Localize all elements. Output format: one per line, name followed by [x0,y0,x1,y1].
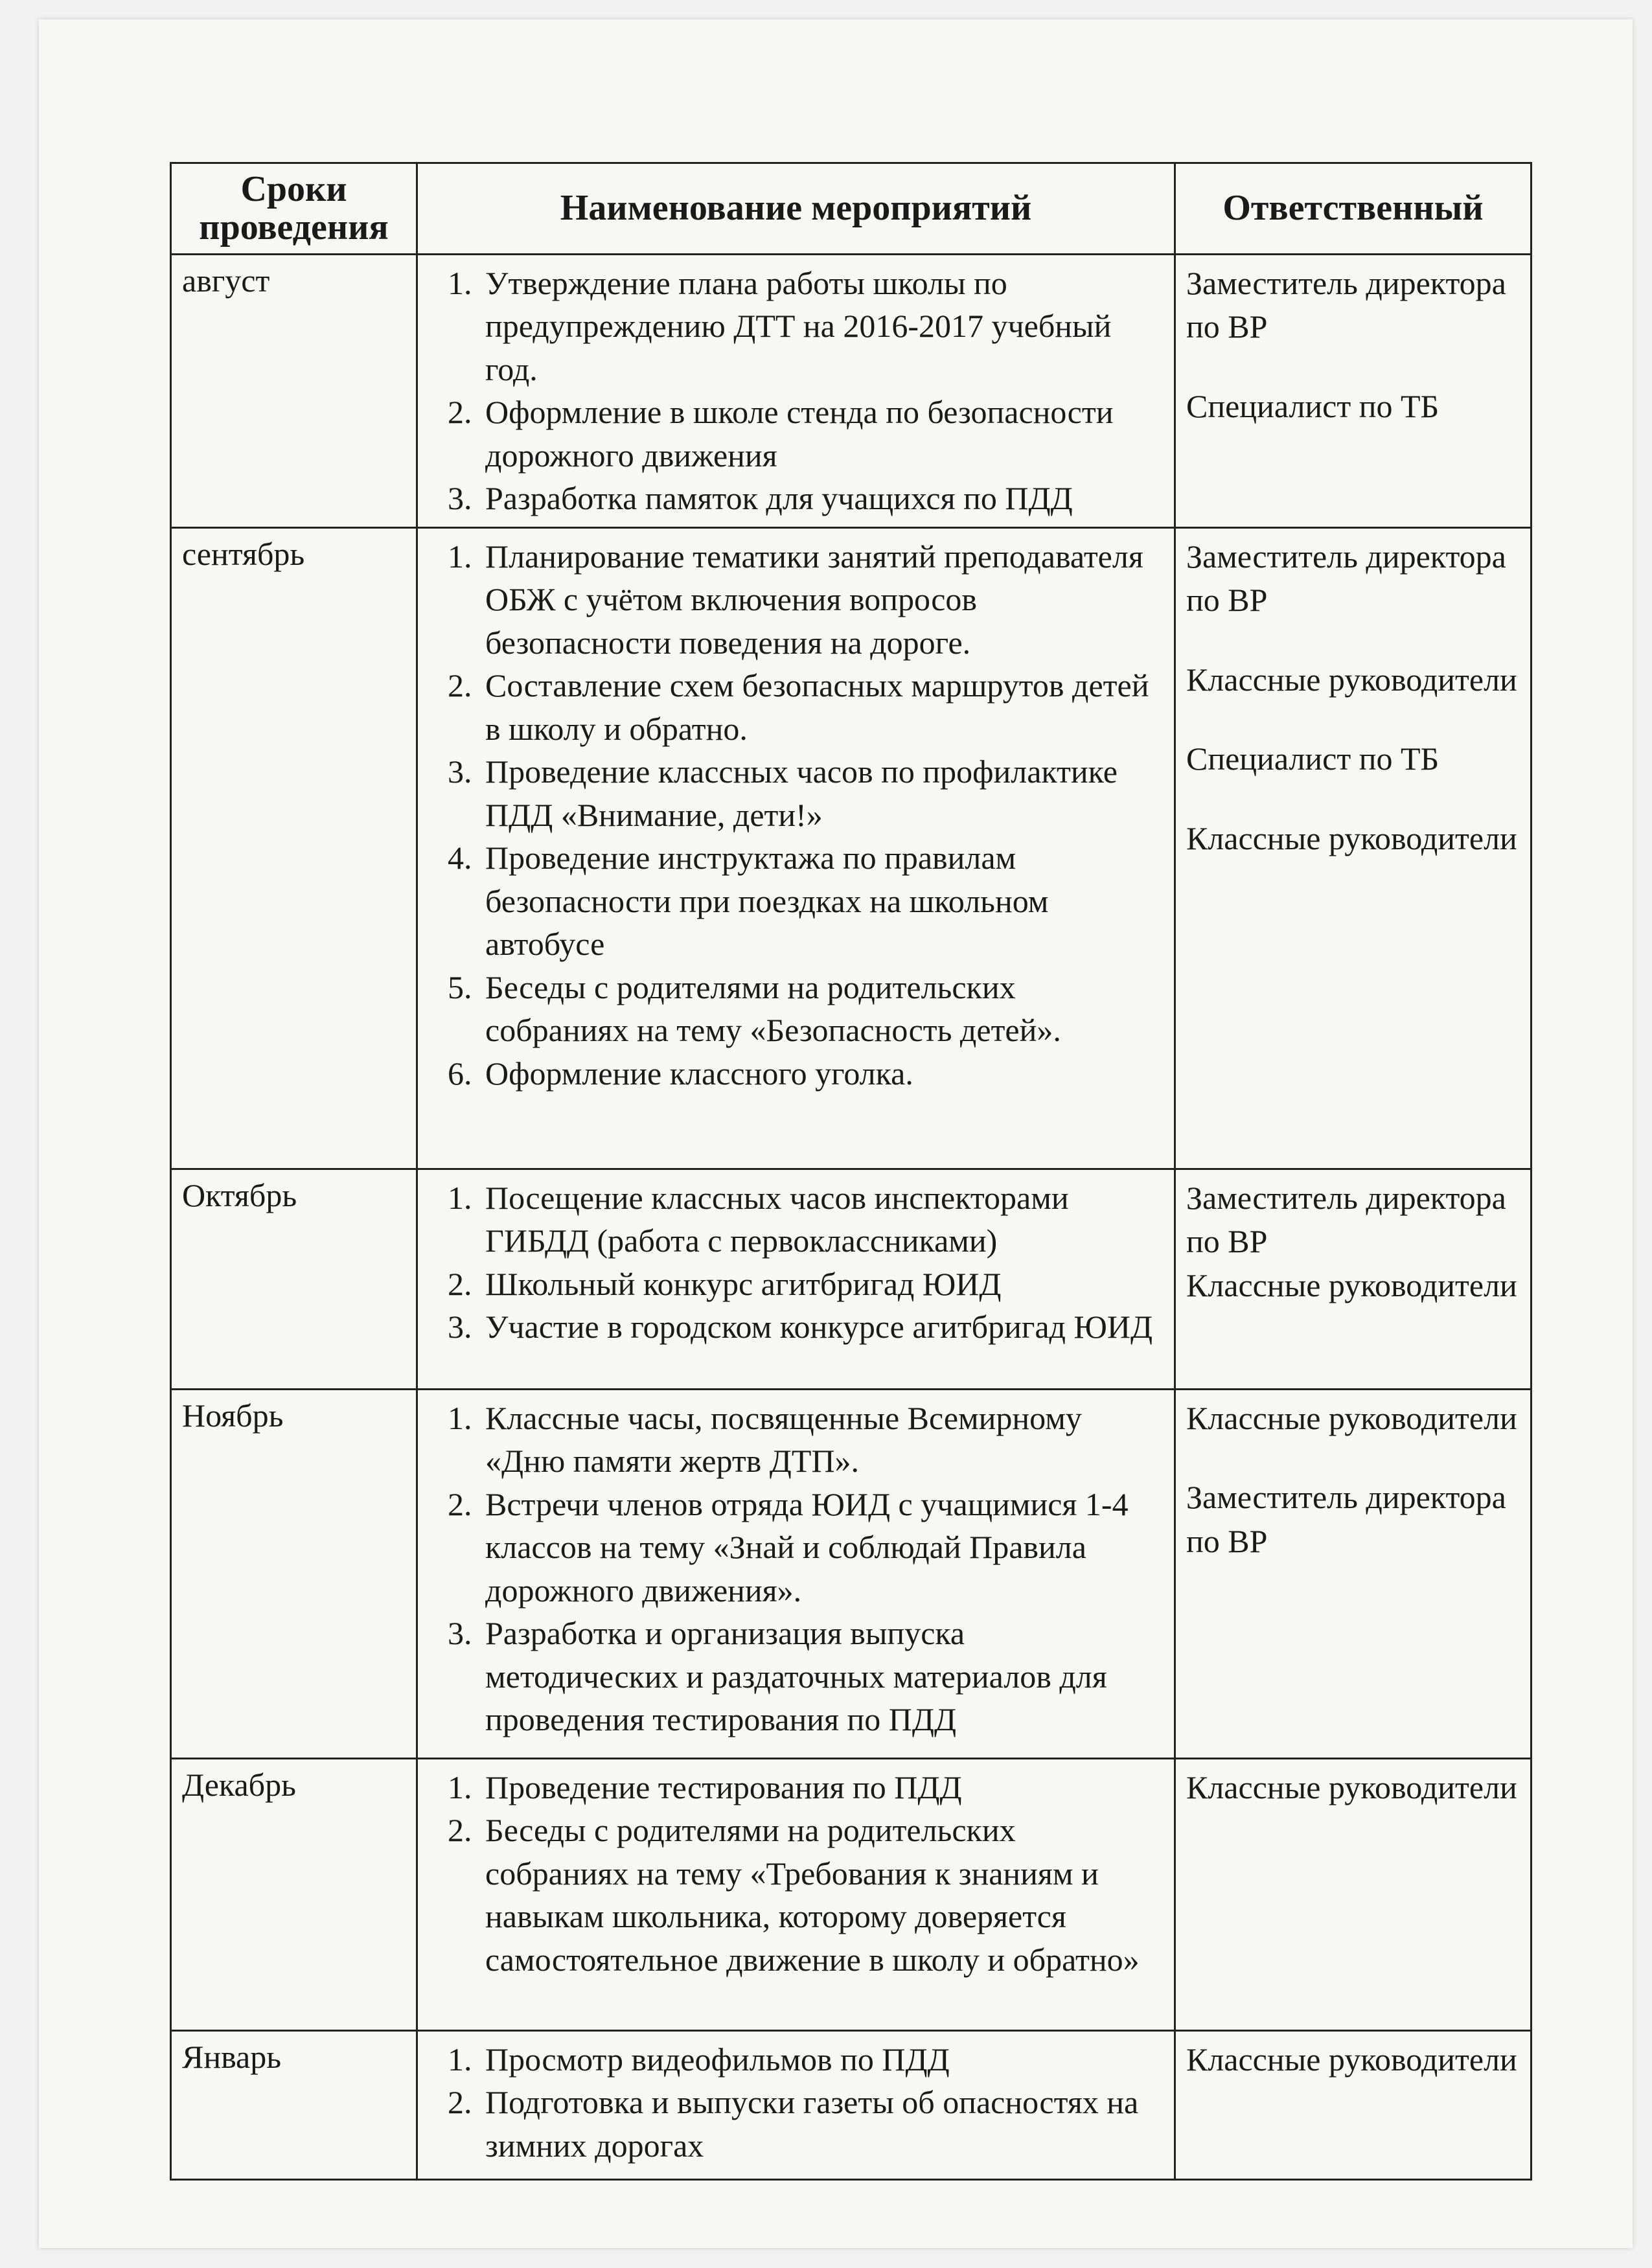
events-cell [417,254,1175,527]
responsible-item: Классные руководители [1186,661,1517,698]
events-cell [417,1758,1175,2030]
responsible-cell [1175,1169,1532,1389]
month-cell: Октябрь [171,1169,417,1389]
responsible-item: Специалист по ТБ [1186,387,1440,424]
event-item: 2. Подготовка и выпуски газеты об опасностях на зимних дорогах [480,2081,1164,2167]
responsible-item: Заместитель директора по ВР [1186,1179,1506,1260]
responsible-cell [1175,1758,1532,2030]
event-item: 2. Школьный конкурс агитбригад ЮИД [480,1263,1164,1306]
responsible-cell [1175,527,1532,1169]
responsible-item: Классные руководители [1186,1399,1517,1436]
events-cell [417,1169,1175,1389]
responsible-item: Классные руководители [1186,1266,1517,1303]
event-item: 3. Участие в городском конкурсе агитбригад ЮИД [480,1305,1164,1349]
event-item: 6. Оформление классного уголка. [480,1052,1164,1095]
table-row [171,254,1532,527]
responsible-cell [1175,1389,1532,1758]
month-cell: Ноябрь [171,1389,417,1758]
responsible-item: Классные руководители [1186,819,1517,856]
table-row [171,527,1532,1169]
header-date: Сроки проведения [171,163,417,255]
events-cell [417,1389,1175,1758]
event-item: 2. Составление схем безопасных маршрутов детей в школу и обратно. [480,664,1164,750]
month-cell: август [171,254,417,527]
event-item: 1. Просмотр видеофильмов по ПДД [480,2038,1164,2081]
responsible-item: Заместитель директора по ВР [1186,264,1506,345]
month-cell: сентябрь [171,527,417,1169]
events-cell [417,527,1175,1169]
responsible-cell [1175,254,1532,527]
events-cell [417,2030,1175,2179]
responsible-item: Заместитель директора по ВР [1186,538,1506,619]
event-item: 1. Посещение классных часов инспекторами ГИБДД (работа с первоклассниками) [480,1176,1164,1263]
month-cell: Декабрь [171,1758,417,2030]
event-item: 5. Беседы с родителями на родительских собраниях на тему «Безопасность детей». [480,966,1164,1052]
event-item: 3. Проведение классных часов по профилактике ПДД «Внимание, дети!» [480,750,1164,836]
events-plan-table [170,162,1532,2181]
month-cell: Январь [171,2030,417,2179]
responsible-item: Заместитель директора по ВР [1186,1479,1506,1559]
event-item: 2. Беседы с родителями на родительских собраниях на тему «Требования к знаниям и навыкам школьника, которому доверяется самостоятельное движение в школу и обратно» [480,1809,1164,1981]
header-responsible: Ответственный [1175,163,1532,255]
table-row [171,1389,1532,1758]
event-item: 2. Оформление в школе стенда по безопасности дорожного движения [480,391,1164,477]
table-row [171,1758,1532,2030]
event-item: 3. Разработка и организация выпуска методических и раздаточных материалов для проведения тестирования по ПДД [480,1612,1164,1741]
event-item: 1. Классные часы, посвященные Всемирному «Дню памяти жертв ДТП». [480,1397,1164,1483]
responsible-item: Классные руководители [1186,2041,1517,2078]
event-item: 1. Утверждение плана работы школы по предупреждению ДТТ на 2016-2017 учебный год. [480,262,1164,391]
table-row [171,2030,1532,2179]
event-item: 4. Проведение инструктажа по правилам безопасности при поездках на школьном автобусе [480,836,1164,966]
event-item: 1. Проведение тестирования по ПДД [480,1766,1164,1809]
responsible-item: Классные руководители [1186,1769,1517,1805]
event-item: 2. Встречи членов отряда ЮИД с учащимися 1-4 классов на тему «Знай и соблюдай Правила дорожного движения». [480,1483,1164,1612]
header-row [171,163,1532,255]
responsible-cell [1175,2030,1532,2179]
responsible-item: Специалист по ТБ [1186,740,1440,777]
event-item: 1. Планирование тематики занятий преподавателя ОБЖ с учётом включения вопросов безопасности поведения на дороге. [480,535,1164,665]
header-event: Наименование мероприятий [417,163,1175,255]
event-item: 3. Разработка памяток для учащихся по ПДД [480,477,1164,520]
table-row [171,1169,1532,1389]
